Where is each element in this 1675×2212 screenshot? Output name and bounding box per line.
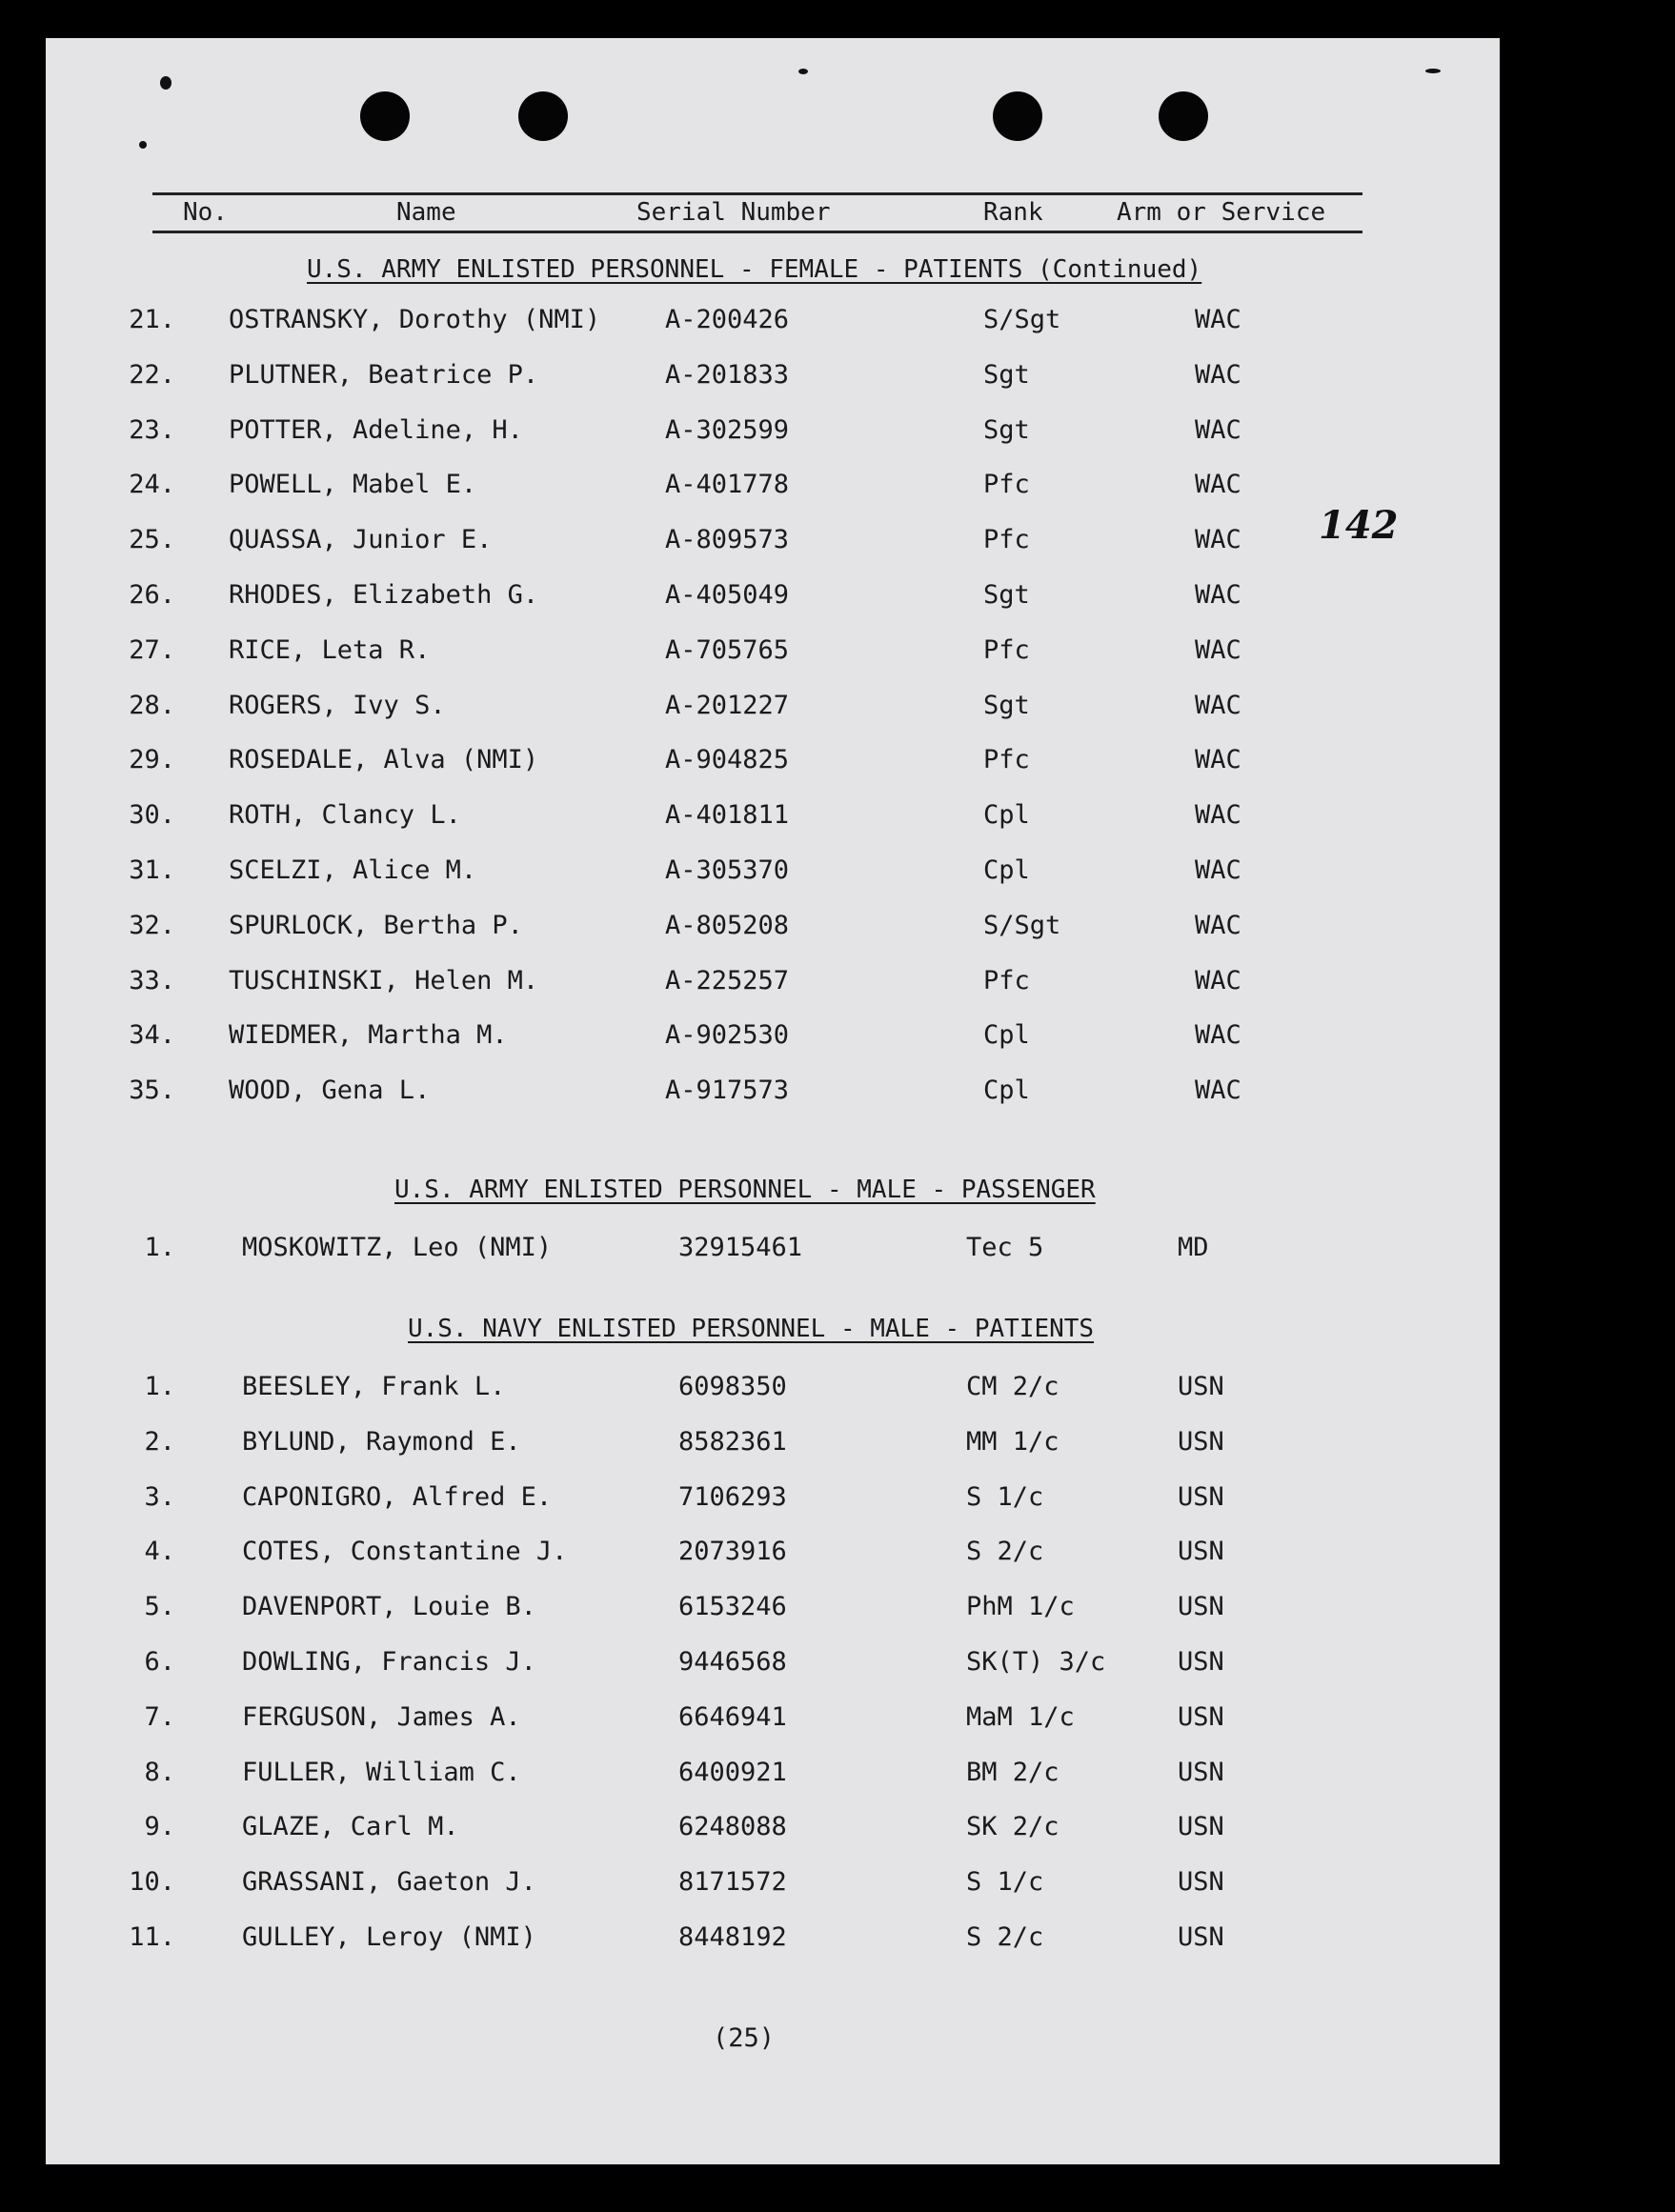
cell-name: DOWLING, Francis J.	[242, 1647, 536, 1677]
cell-name: WOOD, Gena L.	[229, 1076, 431, 1106]
table-row	[46, 1020, 1500, 1058]
table-row	[46, 580, 1500, 618]
header-bottom-rule	[152, 231, 1362, 233]
cell-rank: Cpl	[983, 1020, 1030, 1051]
cell-name: RHODES, Elizabeth G.	[229, 580, 539, 610]
cell-arm: WAC	[1195, 800, 1241, 831]
speck	[160, 76, 172, 90]
cell-no: 6.	[144, 1647, 175, 1677]
cell-name: ROGERS, Ivy S.	[229, 690, 446, 720]
cell-arm: USN	[1178, 1647, 1224, 1677]
punch-hole	[993, 91, 1042, 141]
cell-serial: 2073916	[678, 1537, 787, 1567]
cell-serial: 6153246	[678, 1592, 787, 1622]
cell-serial: 8448192	[678, 1922, 787, 1952]
table-row	[46, 1076, 1500, 1114]
cell-serial: A-809573	[665, 525, 790, 555]
cell-no: 21.	[129, 305, 175, 334]
cell-arm: USN	[1178, 1812, 1224, 1842]
cell-rank: Pfc	[983, 525, 1030, 555]
page-number: (25)	[713, 2023, 776, 2053]
cell-rank: Sgt	[983, 580, 1030, 610]
cell-rank: PhM 1/c	[966, 1592, 1075, 1622]
table-row	[46, 415, 1500, 453]
cell-no: 7.	[144, 1701, 175, 1732]
cell-rank: SK 2/c	[966, 1812, 1059, 1842]
cell-no: 5.	[144, 1592, 175, 1622]
table-row	[46, 360, 1500, 398]
cell-name: SCELZI, Alice M.	[229, 855, 477, 885]
cell-rank: Cpl	[983, 1076, 1030, 1106]
cell-arm: WAC	[1195, 855, 1241, 885]
cell-name: TUSCHINSKI, Helen M.	[229, 965, 539, 995]
cell-serial: A-904825	[665, 745, 790, 775]
cell-serial: 9446568	[678, 1647, 787, 1677]
table-row	[46, 1427, 1500, 1465]
table-row	[46, 1482, 1500, 1520]
cell-arm: WAC	[1195, 1020, 1241, 1051]
cell-rank: Sgt	[983, 359, 1030, 390]
cell-arm: WAC	[1195, 634, 1241, 665]
cell-arm: WAC	[1195, 414, 1241, 445]
cell-no: 2.	[144, 1426, 175, 1457]
cell-no: 24.	[129, 470, 175, 500]
cell-name: DAVENPORT, Louie B.	[242, 1592, 536, 1622]
column-header-row	[46, 198, 1500, 231]
cell-no: 31.	[129, 855, 175, 885]
cell-arm: USN	[1178, 1867, 1224, 1898]
cell-serial: 6646941	[678, 1701, 787, 1732]
cell-no: 1.	[144, 1233, 175, 1262]
cell-serial: A-302599	[665, 414, 790, 445]
cell-arm: WAC	[1195, 470, 1241, 500]
cell-name: BEESLEY, Frank L.	[242, 1372, 506, 1401]
cell-name: POWELL, Mabel E.	[229, 470, 477, 500]
cell-no: 3.	[144, 1481, 175, 1512]
cell-arm: USN	[1178, 1701, 1224, 1732]
cell-name: QUASSA, Junior E.	[229, 525, 493, 555]
table-row	[46, 1758, 1500, 1796]
cell-arm: WAC	[1195, 580, 1241, 610]
cell-no: 27.	[129, 634, 175, 665]
cell-no: 4.	[144, 1537, 175, 1567]
cell-no: 26.	[129, 580, 175, 610]
table-row	[46, 1372, 1500, 1410]
cell-serial: 8171572	[678, 1867, 787, 1898]
table-row	[46, 305, 1500, 343]
cell-serial: A-405049	[665, 580, 790, 610]
cell-arm: USN	[1178, 1426, 1224, 1457]
cell-no: 30.	[129, 800, 175, 831]
cell-rank: S/Sgt	[983, 305, 1061, 334]
cell-no: 1.	[144, 1372, 175, 1401]
cell-serial: A-401778	[665, 470, 790, 500]
cell-name: WIEDMER, Martha M.	[229, 1020, 508, 1051]
cell-arm: USN	[1178, 1757, 1224, 1787]
cell-name: BYLUND, Raymond E.	[242, 1426, 521, 1457]
cell-rank: MaM 1/c	[966, 1701, 1075, 1732]
cell-serial: A-705765	[665, 634, 790, 665]
cell-name: FERGUSON, James A.	[242, 1701, 521, 1732]
cell-name: ROSEDALE, Alva (NMI)	[229, 745, 539, 775]
cell-arm: WAC	[1195, 525, 1241, 555]
table-row	[46, 691, 1500, 729]
cell-no: 34.	[129, 1020, 175, 1051]
cell-no: 8.	[144, 1757, 175, 1787]
table-row	[46, 1592, 1500, 1630]
cell-serial: 6098350	[678, 1372, 787, 1401]
cell-no: 25.	[129, 525, 175, 555]
cell-no: 32.	[129, 910, 175, 940]
header-top-rule	[152, 192, 1362, 195]
table-row	[46, 525, 1500, 563]
section-title: U.S. ARMY ENLISTED PERSONNEL - FEMALE - PATIENTS (Continued)	[307, 255, 1202, 284]
cell-serial: 6400921	[678, 1757, 787, 1787]
cell-no: 9.	[144, 1812, 175, 1842]
cell-arm: WAC	[1195, 965, 1241, 995]
cell-name: GULLEY, Leroy (NMI)	[242, 1922, 536, 1952]
table-row	[46, 1867, 1500, 1905]
cell-rank: S 1/c	[966, 1867, 1044, 1898]
cell-name: PLUTNER, Beatrice P.	[229, 359, 539, 390]
cell-serial: A-201833	[665, 359, 790, 390]
punch-hole	[518, 91, 568, 141]
cell-name: ROTH, Clancy L.	[229, 800, 461, 831]
table-row	[46, 635, 1500, 674]
table-row	[46, 745, 1500, 783]
cell-no: 23.	[129, 414, 175, 445]
punch-hole	[1159, 91, 1208, 141]
cell-serial: 8582361	[678, 1426, 787, 1457]
cell-rank: Pfc	[983, 965, 1030, 995]
cell-rank: Sgt	[983, 690, 1030, 720]
cell-serial: A-401811	[665, 800, 790, 831]
cell-name: GRASSANI, Gaeton J.	[242, 1867, 536, 1898]
cell-no: 33.	[129, 965, 175, 995]
table-row	[46, 1702, 1500, 1740]
folio-stamp: 142	[1319, 503, 1399, 548]
cell-rank: Cpl	[983, 800, 1030, 831]
cell-serial: A-917573	[665, 1076, 790, 1106]
cell-no: 29.	[129, 745, 175, 775]
cell-arm: WAC	[1195, 305, 1241, 334]
table-row	[46, 966, 1500, 1004]
table-row	[46, 1647, 1500, 1685]
cell-rank: MM 1/c	[966, 1426, 1059, 1457]
speck	[139, 141, 147, 149]
cell-arm: USN	[1178, 1372, 1224, 1401]
header-arm: Arm or Service	[1117, 198, 1326, 227]
speck	[1425, 69, 1441, 73]
cell-serial: A-902530	[665, 1020, 790, 1051]
header-rank: Rank	[983, 198, 1043, 227]
cell-serial: A-201227	[665, 690, 790, 720]
cell-no: 28.	[129, 690, 175, 720]
section-title: U.S. ARMY ENLISTED PERSONNEL - MALE - PASSENGER	[394, 1176, 1096, 1204]
cell-rank: SK(T) 3/c	[966, 1647, 1106, 1677]
cell-serial: 7106293	[678, 1481, 787, 1512]
speck	[798, 69, 808, 74]
table-row	[46, 911, 1500, 949]
header-no: No.	[183, 198, 228, 227]
cell-rank: Pfc	[983, 745, 1030, 775]
cell-arm: USN	[1178, 1537, 1224, 1567]
cell-rank: Pfc	[983, 470, 1030, 500]
cell-rank: S 2/c	[966, 1922, 1044, 1952]
punch-hole	[360, 91, 410, 141]
header-serial: Serial Number	[636, 198, 831, 227]
cell-rank: S 1/c	[966, 1481, 1044, 1512]
cell-rank: BM 2/c	[966, 1757, 1059, 1787]
cell-name: OSTRANSKY, Dorothy (NMI)	[229, 305, 601, 334]
table-row	[46, 800, 1500, 838]
cell-serial: 6248088	[678, 1812, 787, 1842]
cell-rank: S/Sgt	[983, 910, 1061, 940]
cell-name: MOSKOWITZ, Leo (NMI)	[242, 1233, 553, 1262]
cell-rank: CM 2/c	[966, 1372, 1059, 1401]
cell-serial: A-200426	[665, 305, 790, 334]
cell-arm: MD	[1178, 1233, 1209, 1262]
table-row	[46, 855, 1500, 894]
cell-no: 22.	[129, 359, 175, 390]
document-page	[46, 38, 1500, 2164]
cell-name: CAPONIGRO, Alfred E.	[242, 1481, 553, 1512]
table-row	[46, 1537, 1500, 1575]
cell-serial: A-805208	[665, 910, 790, 940]
cell-serial: A-305370	[665, 855, 790, 885]
cell-no: 35.	[129, 1076, 175, 1106]
cell-rank: Tec 5	[966, 1233, 1044, 1262]
cell-rank: Sgt	[983, 414, 1030, 445]
cell-name: GLAZE, Carl M.	[242, 1812, 459, 1842]
cell-rank: S 2/c	[966, 1537, 1044, 1567]
cell-serial: 32915461	[678, 1233, 803, 1262]
cell-no: 11.	[129, 1922, 175, 1952]
header-name: Name	[396, 198, 456, 227]
section-title: U.S. NAVY ENLISTED PERSONNEL - MALE - PATIENTS	[408, 1315, 1095, 1343]
table-row	[46, 470, 1500, 508]
table-row	[46, 1922, 1500, 1961]
cell-name: SPURLOCK, Bertha P.	[229, 910, 523, 940]
table-row	[46, 1812, 1500, 1850]
cell-arm: WAC	[1195, 910, 1241, 940]
cell-arm: WAC	[1195, 359, 1241, 390]
cell-rank: Pfc	[983, 634, 1030, 665]
cell-arm: WAC	[1195, 690, 1241, 720]
cell-name: COTES, Constantine J.	[242, 1537, 568, 1567]
cell-name: RICE, Leta R.	[229, 634, 431, 665]
cell-serial: A-225257	[665, 965, 790, 995]
cell-rank: Cpl	[983, 855, 1030, 885]
cell-name: POTTER, Adeline, H.	[229, 414, 523, 445]
cell-arm: USN	[1178, 1592, 1224, 1622]
cell-arm: WAC	[1195, 745, 1241, 775]
cell-name: FULLER, William C.	[242, 1757, 521, 1787]
table-row	[46, 1233, 1500, 1271]
cell-no: 10.	[129, 1867, 175, 1898]
cell-arm: USN	[1178, 1481, 1224, 1512]
cell-arm: WAC	[1195, 1076, 1241, 1106]
cell-arm: USN	[1178, 1922, 1224, 1952]
